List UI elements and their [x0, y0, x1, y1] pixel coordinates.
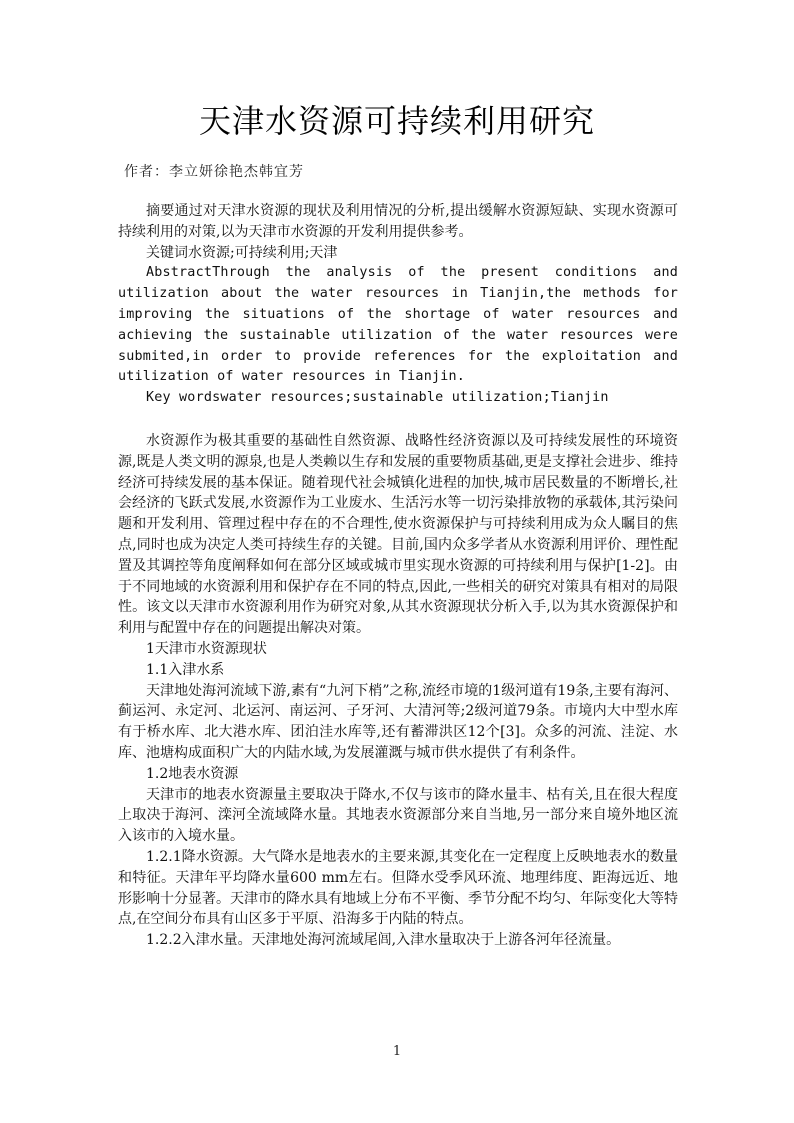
paper-title: 天津水资源可持续利用研究	[198, 102, 595, 140]
abstract-cn: 摘要通过对天津水资源的现状及利用情况的分析,提出缓解水资源短缺、实现水资源可持续利用的对策,以为天津市水资源的开发利用提供参考。	[118, 203, 678, 240]
paragraph-1-2-1: 1.2.1降水资源。大气降水是地表水的主要来源,其变化在一定程度上反映地表水的数量和特征。天津年平均降水量600 mm左右。但降水受季风环流、地理纬度、距海远近、地形影响十分显著。天津市的降水具有地域上分布不平衡、季节分配不均匀、年际变化大等特点,在空间分布具有山区多于平原、沿海多于内陆的特点。	[118, 848, 678, 928]
intro-paragraph: 水资源作为极其重要的基础性自然资源、战略性经济资源以及可持续发展性的环境资源,既是人类文明的源泉,也是人类赖以生存和发展的重要物质基础,更是支撑社会进步、维持经济可持续发展的基本保证。随着现代社会城镇化进程的加快,城市居民数量的不断增长,社会经济的飞跃式发展,水资源作为工业废水、生活污水等一切污染排放物的承载体,其污染问题和开发利用、管理过程中存在的不合理性,使水资源保护与可持续利用成为众人瞩目的焦点,同时也成为决定人类可持续生存的关键。目前,国内众多学者从水资源利用评价、理性配置及其调控等角度阐释如何在部分区域或城市里实现水资源的可持续利用与保护[1-2]。由于不同地域的水资源利用和保护存在不同的特点,因此,一些相关的研究对策具有相对的局限性。该文以天津市水资源利用作为研究对象,从其水资源现状分析入手,以为其水资源保护和利用与配置中存在的问题提出解决对策。	[118, 433, 678, 637]
paragraph-1-1: 天津地处海河流域下游,素有“九河下梢”之称,流经市境的1级河道有19条,主要有海河、蓟运河、永定河、北运河、南运河、子牙河、大清河等;2级河道79条。市境内大中型水库有于桥水库、北大港水库、团泊洼水库等,还有蓄滞洪区12个[3]。众多的河流、洼淀、水库、池塘构成面积广大的内陆水域,为发展灌溉与城市供水提供了有利条件。	[118, 682, 678, 761]
abstract-en: AbstractThrough the analysis of the present conditions and utilization about the water resources in Tianjin,the methods for improving the situations of the shortage of water resources and achieving the sustainable utilization of the water resources were submited,in order to provide references for the exploitation and utilization of water resources in Tianjin.	[118, 265, 678, 385]
section-heading-1-1: 1.1入津水系	[146, 661, 225, 678]
paragraph-1-2: 天津市的地表水资源量主要取决于降水,不仅与该市的降水量丰、枯有关,且在很大程度上取决于海河、滦河全流域降水量。其地表水资源部分来自当地,另一部分来自境外地区流入该市的入境水量。	[118, 786, 678, 845]
paragraph-1-2-2: 1.2.2入津水量。天津地处海河流域尾闾,入津水量取决于上游各河年径流量。	[146, 932, 621, 949]
authors-line: 作者：李立妍徐艳杰韩宜芳	[124, 164, 304, 180]
section-heading-1: 1天津市水资源现状	[146, 640, 267, 657]
keywords-en: Key wordswater resources;sustainable utilization;Tianjin	[146, 390, 609, 406]
page-number: 1	[392, 1044, 402, 1059]
abstract-block	[118, 201, 678, 409]
section-heading-1-2: 1.2地表水资源	[146, 765, 239, 782]
keywords-cn: 关键词水资源;可持续利用;天津	[146, 244, 338, 261]
main-body	[118, 431, 678, 951]
